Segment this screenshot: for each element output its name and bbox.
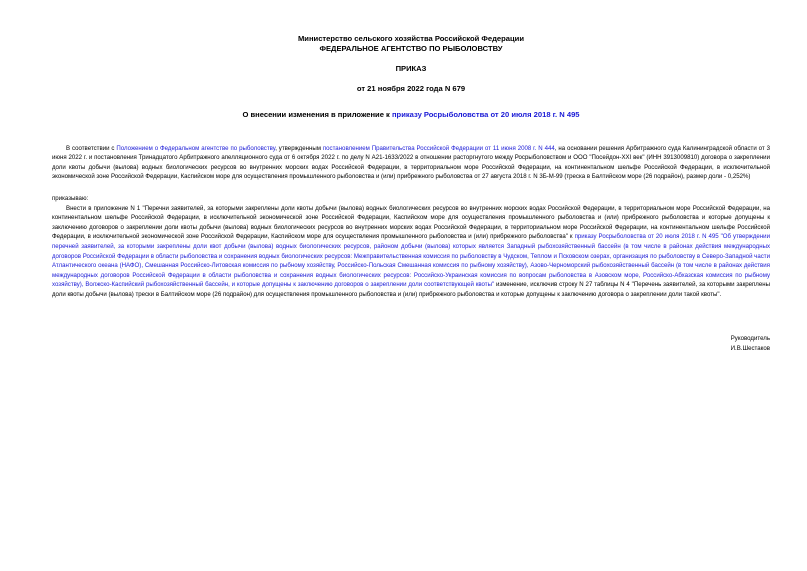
document-date-number: от 21 ноября 2022 года N 679 [356,84,466,93]
document [52,34,770,354]
intro-text-3: , на основании решения Арбитражного суда Калининградской области от 3 июня 2022 г. и постановления Тринадцатого Арбитражного апелляционного суда от 6 октября 2022 г. по делу N А21-1633/2022 в отношении расторгнутого между Росрыболовством и ООО "Посейдон-XXI век" (ИНН 3913009810) договора о закреплении доли квоты добычи (вылова) водных биологических ресурсов во внутренних морских водах Российской Федерации, в территориальном море Российской Федерации, на континентальном шельфе Российской Федерации, в исключительной экономической зоне Российской Федерации, Каспийском море для осуществления промышленного рыболовства и (или) прибрежного рыболовства от 27 августа 2018 г. N 3Б-М-99 (треска в Балтийском море (26 подрайон), размер доли - 0,252%) [52,144,771,181]
document-type: ПРИКАЗ [395,64,427,73]
subject-text: О внесении изменения в приложение к [242,110,392,119]
signatory-name: И.В.Шестаков [730,344,770,352]
order-paragraph [52,204,770,300]
signature-block [52,334,770,354]
order-text-2: изменение, исключив строку N 27 таблицы N 4 "Перечень заявителей, за которыми закреплены доли квоты добычи (вылова) трески в Балтийском море (26 подрайон) для осуществления промышленного рыболовства и (или) прибрежного рыболовства и которые допущены к заключению договора о закреплении доли такой квоты". [52,281,771,298]
subject-order-link[interactable]: приказу Росрыболовства от 20 июля 2018 г. N 495 [391,110,580,119]
ministry-name: Министерство сельского хозяйства Российской Федерации [297,34,525,43]
order-word: приказываю: [52,194,89,202]
government-decree-link[interactable]: постановлением Правительства Российской Федерации от 11 июня 2008 г. N 444 [322,144,555,152]
agency-name: ФЕДЕРАЛЬНОЕ АГЕНТСТВО ПО РЫБОЛОВСТВУ [319,44,503,53]
regulation-link[interactable]: Положением о Федеральном агентстве по рыболовству [116,144,276,152]
intro-text-1: В соответствии с [66,144,117,152]
intro-text-2: , утвержденным [275,144,323,152]
intro-paragraph [52,144,770,182]
order-495-link[interactable]: приказу Росрыболовства от 20 июля 2018 г. N 495 [574,233,719,241]
document-subject [52,110,770,120]
order-495-title-link[interactable]: "Об утверждении перечней заявителей, за которыми закреплены доли квот добычи (вылова) водных биологических ресурсов, районом добычи (вылова) которых является Западный рыбохозяйственный бассейн (в том числе в районах действия международных договоров Российской Федерации в области рыболовства и сохранения водных биологических ресурсов: Межправительственная комиссия по рыболовству в Чудском, Теплом и Псковском озерах, организация по рыболовству в Северо-Западной части Атлантического океана (НАФО), Смешанная Российско-Литовская комиссия по рыбному хозяйству, Российско-Польская Смешанная комиссия по рыбному хозяйству), Азово-Черноморский рыбохозяйственный бассейн (в том числе в районах действия международных договоров Российской Федерации в области рыболовства и сохранения водных биологических ресурсов: Российско-Украинская комиссия по вопросам рыболовства в Азовском море, Российско-Абхазская комиссия по рыбному хозяйству), Волжско-Каспийский рыбохозяйственный бассейн, и которые допущены к заключению договоров о закреплении доли соответствующей квоты" [52,233,770,289]
order-text-1: Внести в приложение N 1 "Перечни заявителей, за которыми закреплены доли квоты добычи (вылова) водных биологических ресурсов во внутренних морских водах Российской Федерации, в территориальном море Российской Федерации, на континентальном шельфе Российской Федерации, в исключительной экономической зоне Российской Федерации, Каспийском море для осуществления промышленного рыболовства и (или) прибрежного рыболовства и которые допущены к заключению договоров о закреплении доли квоты добычи (вылова) водных биологических ресурсов во внутренних морских водах Российской Федерации, в территориальном море Российской Федерации, на континентальном шельфе Российской Федерации, в исключительной экономической зоне Российской Федерации, Каспийском море для осуществления промышленного рыболовства и (или) прибрежного рыболовства" к [52,204,770,241]
signatory-role: Руководитель [730,334,770,342]
